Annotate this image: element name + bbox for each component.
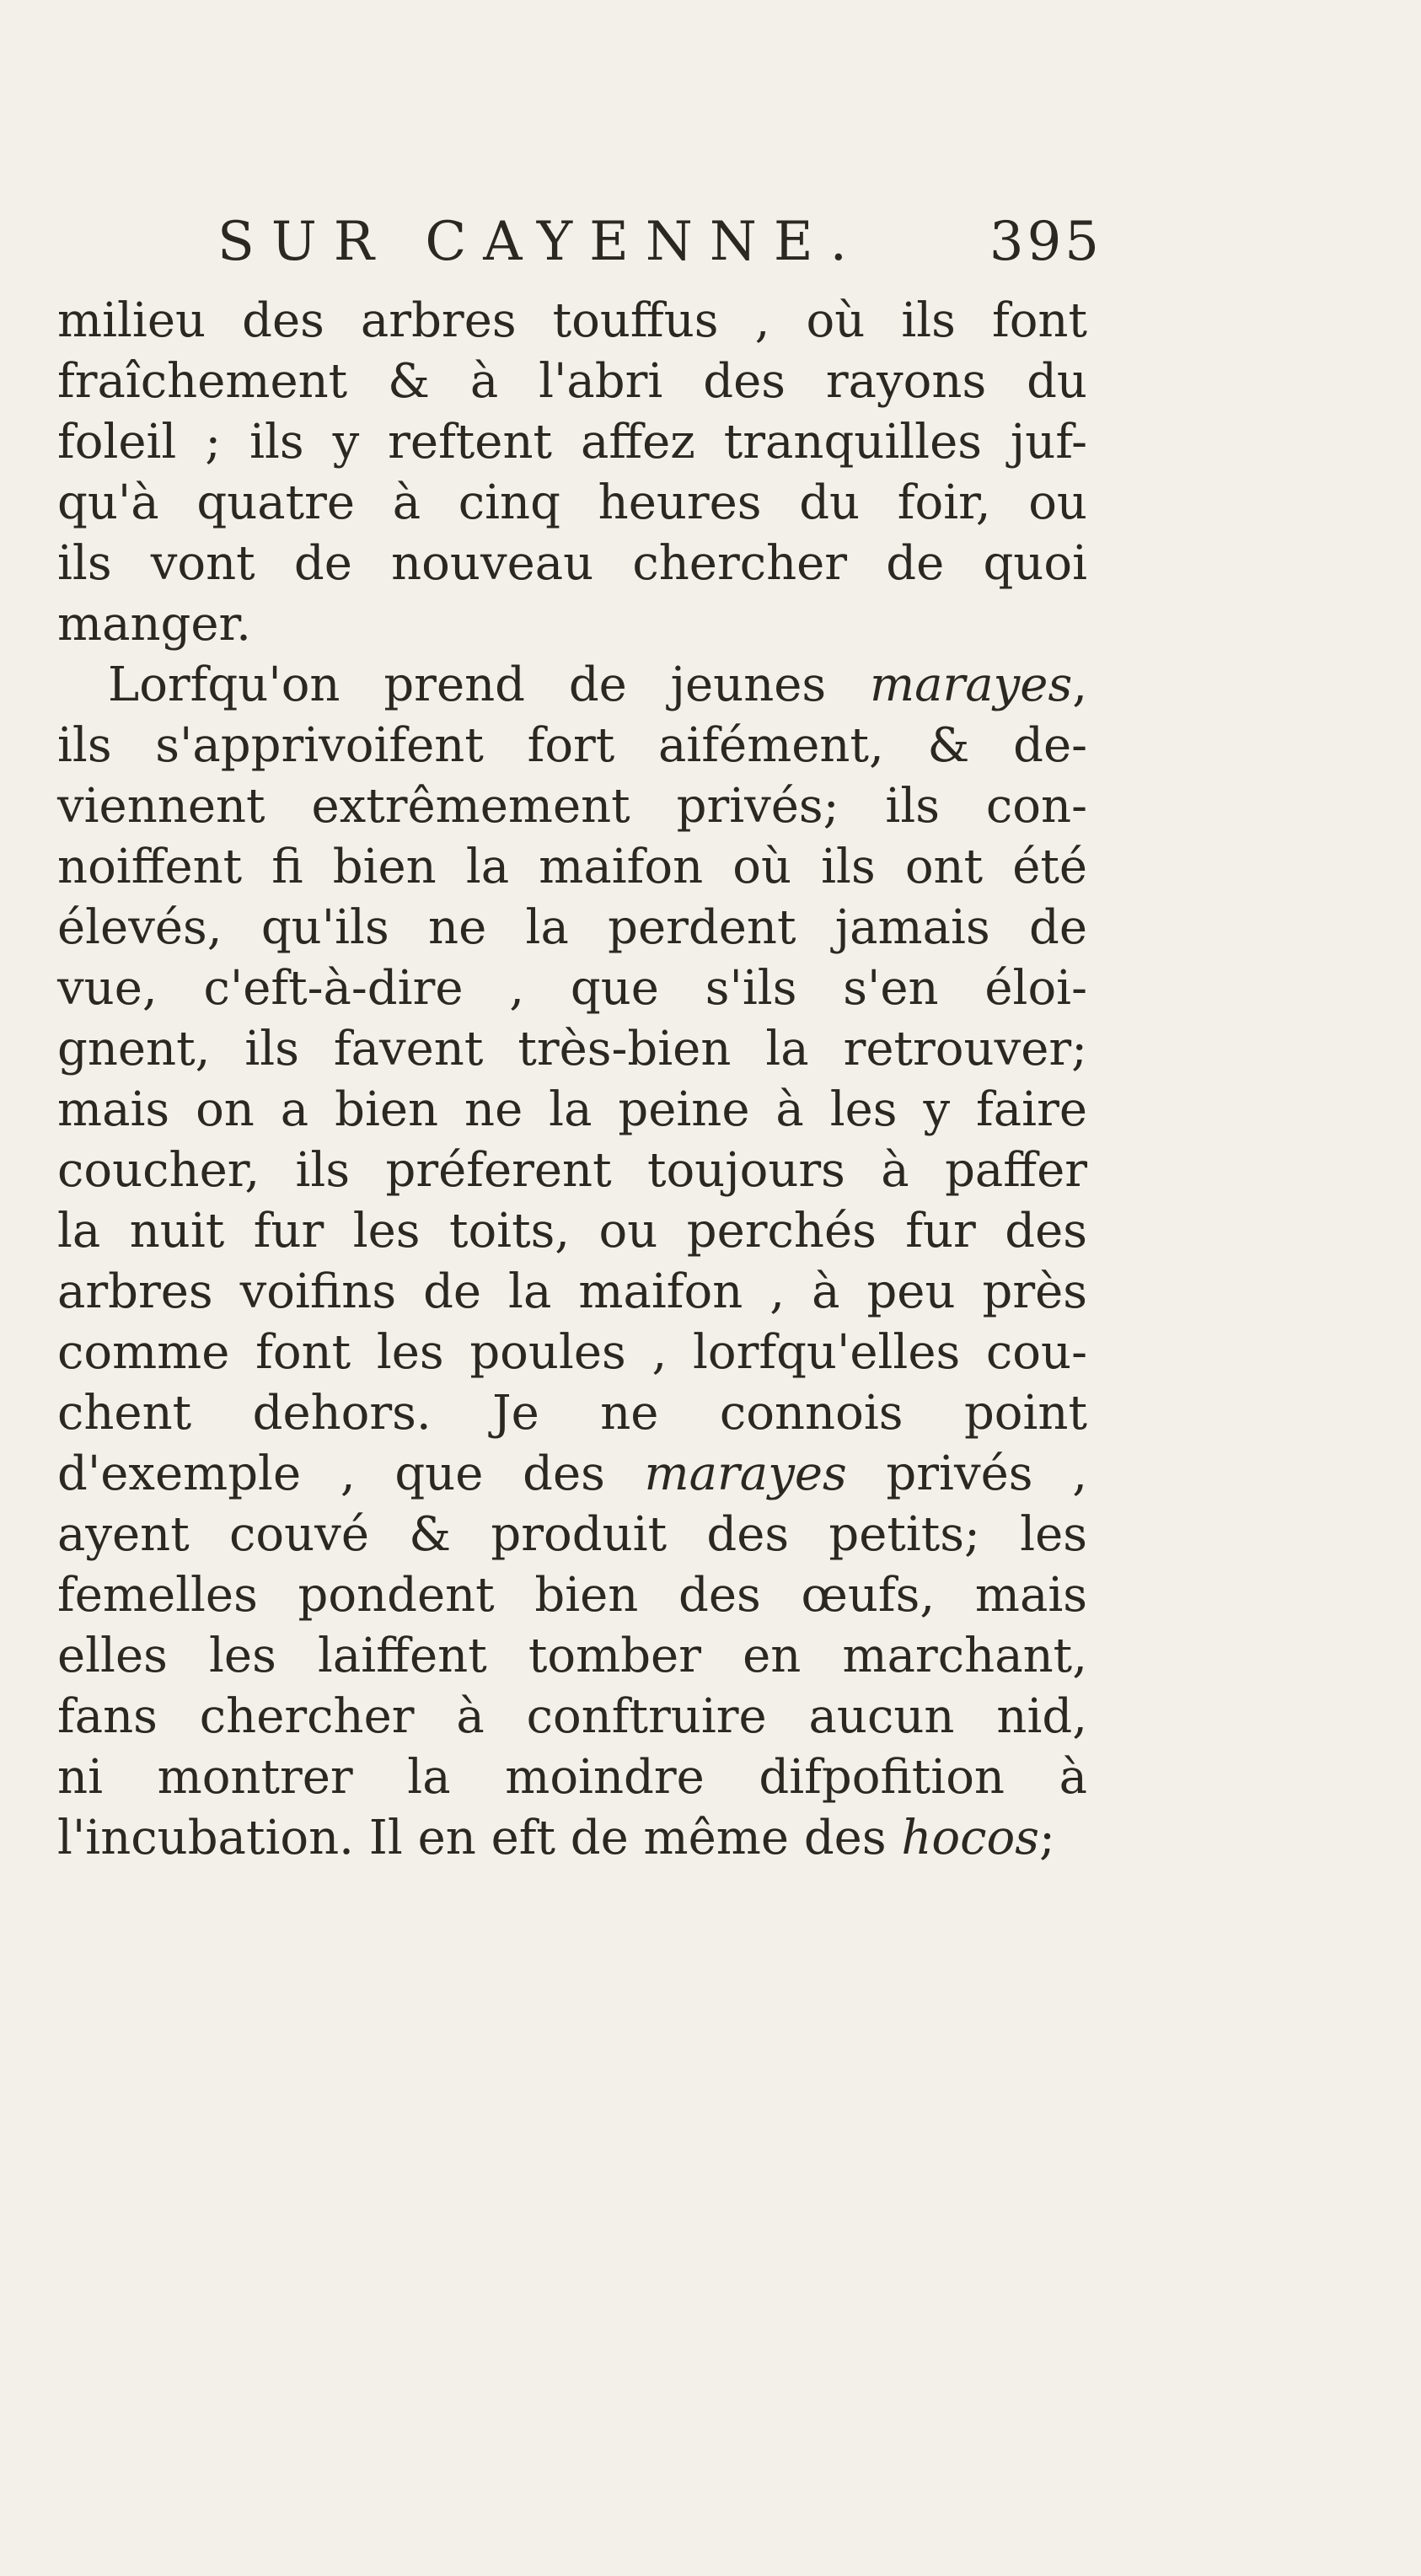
text-segment: femelles pondent bien des œufs, mais xyxy=(57,1568,1087,1623)
text-segment: ayent couvé & produit des petits; les xyxy=(57,1507,1087,1562)
running-head-title: SUR CAYENNE. xyxy=(217,211,864,273)
text-segment: privés , xyxy=(846,1446,1087,1501)
text-segment: manger. xyxy=(57,597,251,652)
italic-term: hocos xyxy=(901,1811,1039,1865)
text-segment: noiffent fi bien la maifon où ils ont été xyxy=(57,840,1087,894)
text-line-19 xyxy=(57,1383,1087,1444)
text-line-07 xyxy=(57,655,1087,716)
text-line-13 xyxy=(57,1019,1087,1080)
text-segment: vue, c'eft-à-dire , que s'ils s'en éloi- xyxy=(57,961,1087,1016)
text-line-16 xyxy=(57,1201,1087,1262)
text-segment: la nuit fur les toits, ou perchés fur des xyxy=(57,1204,1087,1258)
text-line-17 xyxy=(57,1262,1087,1323)
text-line-10 xyxy=(57,837,1087,898)
text-line-26 xyxy=(57,1808,1087,1869)
body-text xyxy=(57,291,1087,1869)
text-line-12 xyxy=(57,958,1087,1019)
text-segment: chent dehors. Je ne connois point xyxy=(57,1386,1087,1441)
text-segment: Lorfqu'on prend de jeunes xyxy=(108,657,871,712)
text-segment: fraîchement & à l'abri des rayons du xyxy=(57,354,1087,409)
text-line-05 xyxy=(57,534,1087,594)
text-segment: , xyxy=(1072,657,1087,712)
italic-term: marayes xyxy=(644,1446,847,1501)
text-segment: foleil ; ils y reftent affez tranquilles juf- xyxy=(57,415,1087,470)
text-segment: élevés, qu'ils ne la perdent jamais de xyxy=(57,900,1087,955)
italic-term: marayes xyxy=(870,657,1073,712)
running-head xyxy=(217,211,1102,278)
text-line-02 xyxy=(57,352,1087,412)
text-line-18 xyxy=(57,1323,1087,1383)
text-line-23 xyxy=(57,1626,1087,1687)
text-line-20 xyxy=(57,1444,1087,1505)
text-segment: gnent, ils favent très-bien la retrouver; xyxy=(57,1022,1087,1076)
text-segment: ni montrer la moindre difpofition à xyxy=(57,1750,1087,1805)
text-segment: l'incubation. Il en eft de même des xyxy=(57,1811,902,1865)
text-segment: d'exemple , que des xyxy=(57,1446,645,1501)
text-line-01 xyxy=(57,291,1087,352)
text-segment: milieu des arbres touffus , où ils font xyxy=(57,293,1087,348)
text-line-24 xyxy=(57,1687,1087,1747)
text-segment: ; xyxy=(1038,1811,1055,1865)
page-number: 395 xyxy=(989,211,1102,273)
text-line-04 xyxy=(57,473,1087,534)
text-segment: qu'à quatre à cinq heures du foir, ou xyxy=(57,475,1087,530)
text-line-21 xyxy=(57,1505,1087,1565)
text-line-14 xyxy=(57,1080,1087,1140)
text-line-15 xyxy=(57,1140,1087,1201)
text-segment: ils s'apprivoifent fort aifément, & de- xyxy=(57,718,1087,773)
text-line-25 xyxy=(57,1747,1087,1808)
text-segment: fans chercher à conftruire aucun nid, xyxy=(57,1689,1087,1744)
text-line-03 xyxy=(57,412,1087,473)
text-line-06 xyxy=(57,594,1087,655)
text-segment: mais on a bien ne la peine à les y faire xyxy=(57,1082,1087,1137)
text-segment: viennent extrêmement privés; ils con- xyxy=(57,779,1087,834)
text-line-11 xyxy=(57,898,1087,958)
text-line-08 xyxy=(57,716,1087,776)
text-segment: comme font les poules , lorfqu'elles cou- xyxy=(57,1325,1087,1380)
text-segment: elles les laiffent tomber en marchant, xyxy=(57,1629,1087,1683)
text-line-22 xyxy=(57,1565,1087,1626)
text-segment: ils vont de nouveau chercher de quoi xyxy=(57,536,1087,591)
text-segment: arbres voifins de la maifon , à peu près xyxy=(57,1264,1087,1319)
text-line-09 xyxy=(57,776,1087,837)
text-segment: coucher, ils préferent toujours à paffer xyxy=(57,1143,1087,1198)
